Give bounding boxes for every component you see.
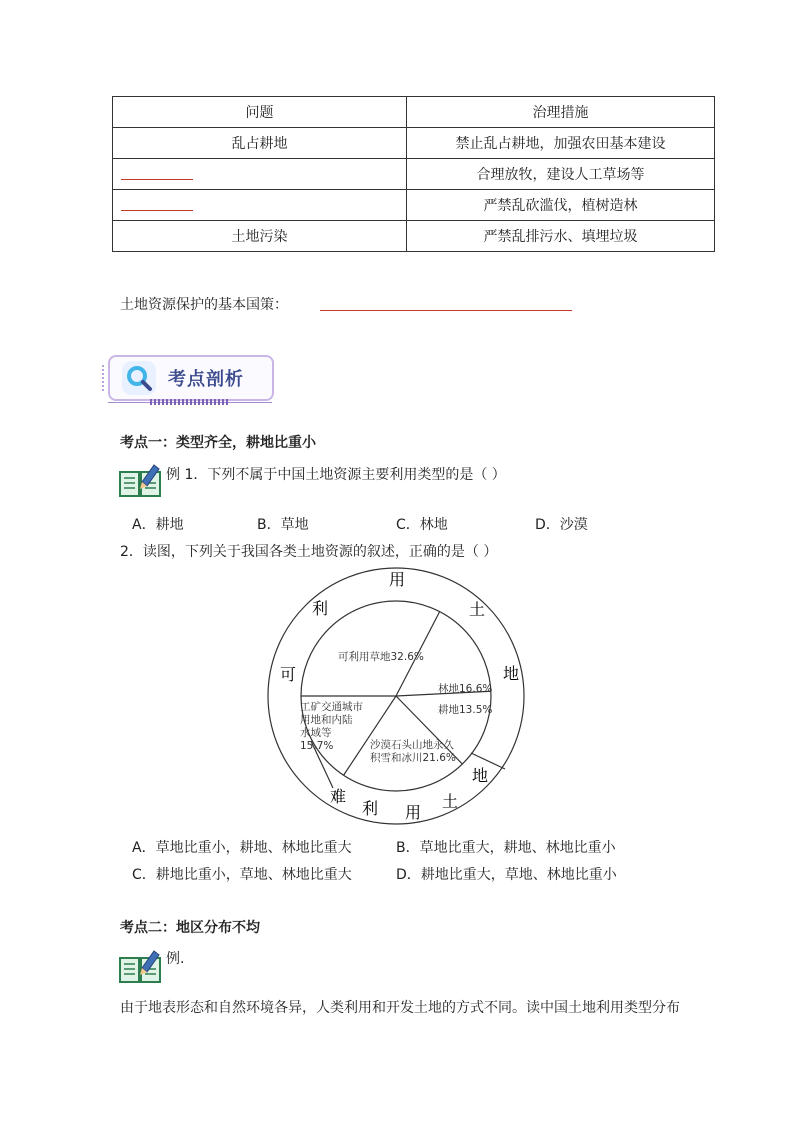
- ring-char: 利: [362, 799, 379, 818]
- slice-label-grassland: 可利用草地32.6%: [338, 651, 424, 663]
- book-pencil-icon: [118, 462, 162, 498]
- example1-option-a[interactable]: A．耕地: [132, 517, 184, 533]
- banner-dash: [150, 399, 230, 405]
- ring-char: 可: [280, 665, 297, 684]
- q2-option-a[interactable]: A．草地比重小，耕地、林地比重大: [132, 840, 352, 856]
- topic2-example-label: 例.: [166, 951, 185, 967]
- table-row: [113, 221, 715, 252]
- table-cell-measure: 合理放牧，建设人工草场等: [407, 159, 715, 190]
- book-pencil-icon: [118, 948, 162, 984]
- table-cell-problem: 土地污染: [113, 221, 407, 252]
- table-cell-blank[interactable]: [113, 190, 407, 221]
- example1-option-b[interactable]: B．草地: [257, 517, 309, 533]
- slice-label-cropland: 耕地13.5%: [438, 704, 493, 716]
- land-use-pie-chart: [260, 563, 540, 829]
- measures-table: [112, 96, 715, 252]
- table-cell-measure: 严禁乱砍滥伐，植树造林: [407, 190, 715, 221]
- policy-label: 土地资源保护的基本国策：: [120, 297, 288, 313]
- table-cell-problem: 乱占耕地: [113, 128, 407, 159]
- ring-char: 难: [330, 787, 347, 806]
- ring-char: 用: [405, 803, 422, 822]
- ring-char: 地: [503, 664, 520, 683]
- example1-option-c[interactable]: C．林地: [396, 517, 448, 533]
- table-cell-measure: 禁止乱占耕地，加强农田基本建设: [407, 128, 715, 159]
- ring-char: 地: [472, 766, 489, 785]
- table-header-row: [113, 97, 715, 128]
- answer-blank-line[interactable]: [121, 165, 193, 180]
- slice-label-urban: 15.7%: [300, 740, 334, 752]
- table-row: [113, 128, 715, 159]
- q2-option-b[interactable]: B．草地比重大，耕地、林地比重小: [396, 840, 616, 856]
- table-cell-blank[interactable]: [113, 159, 407, 190]
- table-header-problem: 问题: [113, 97, 407, 128]
- topic1-heading: 考点一：类型齐全，耕地比重小: [120, 435, 316, 451]
- ring-char: 用: [389, 570, 406, 589]
- policy-answer-line[interactable]: [320, 310, 572, 311]
- table-row: [113, 190, 715, 221]
- q2-question: 2．读图，下列关于我国各类土地资源的叙述，正确的是（ ）: [120, 544, 498, 560]
- slice-label-urban: 工矿交通城市: [300, 701, 363, 713]
- slice-label-forest: 林地16.6%: [438, 683, 493, 695]
- section-banner: [106, 352, 272, 404]
- q2-option-d[interactable]: D．耕地比重大，草地、林地比重小: [396, 867, 617, 883]
- table-row: [113, 159, 715, 190]
- example1-option-d[interactable]: D．沙漠: [535, 517, 588, 533]
- topic2-paragraph: 由于地表形态和自然环境各异，人类利用和开发土地的方式不同。读中国土地利用类型分布: [120, 1000, 680, 1016]
- slice-label-desert: 沙漠石头山地永久: [370, 739, 454, 751]
- ring-char: 土: [469, 600, 486, 619]
- banner-title: 考点剖析: [168, 369, 244, 390]
- slice-label-desert: 积雪和冰川21.6%: [370, 752, 456, 764]
- slice-label-urban: 用地和内陆: [300, 714, 353, 726]
- ring-char: 土: [442, 792, 459, 811]
- q2-option-c[interactable]: C．耕地比重小，草地、林地比重大: [132, 867, 352, 883]
- topic2-heading: 考点二：地区分布不均: [120, 920, 260, 936]
- example1-question: 例 1．下列不属于中国土地资源主要利用类型的是（ ）: [166, 467, 506, 483]
- ring-char: 利: [312, 599, 329, 618]
- answer-blank-line[interactable]: [121, 196, 193, 211]
- slice-label-urban: 水域等: [300, 727, 332, 739]
- table-header-measure: 治理措施: [407, 97, 715, 128]
- banner-box: [108, 355, 274, 401]
- search-icon: [122, 361, 156, 395]
- table-cell-measure: 严禁乱排污水、填埋垃圾: [407, 221, 715, 252]
